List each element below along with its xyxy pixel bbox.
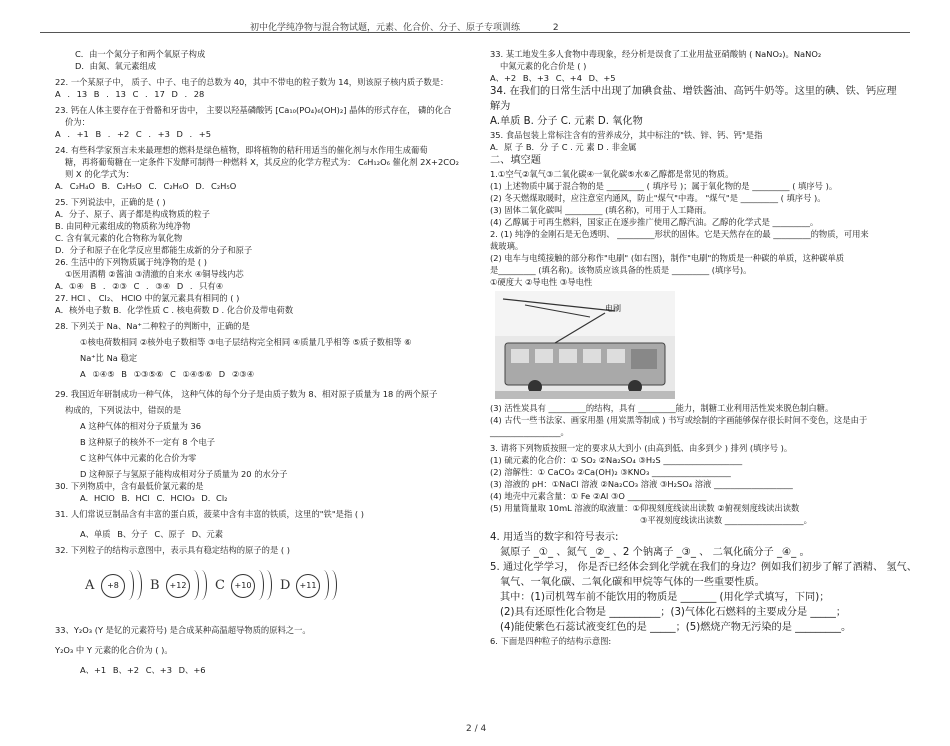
q31-options: A、单质 B、分子 C、原子 D、元素 xyxy=(80,529,224,539)
q27-text: 27. HCl 、 Cl₂、 HClO 中的氯元素具有相同的 ( ) xyxy=(55,293,240,303)
q25-option-b: B. 由同种元素组成的物质称为纯净物 xyxy=(55,221,191,231)
q22-options: A . 13 B . 13 C . 17 D . 28 xyxy=(55,89,205,99)
f3-part4: (4) 地壳中元素含量：① Fe ②Al ③O ___________________ xyxy=(490,491,707,501)
q22-text: 22. 一个某原子中， 质子、中子、电子的总数为 40，其中不带电的粒子数为 14，则该原子核内质子数是： xyxy=(55,77,449,87)
q24-text: 24. 有些科学家预言未来最理想的燃料是绿色植物，即将植物的秸秆用适当的催化剂与水作用生成葡萄 xyxy=(55,145,428,155)
q28-items-cont: Na⁺比 Na 稳定 xyxy=(80,353,138,363)
q30-options: A．HClO B．HCl C．HClO₃ D．Cl₂ xyxy=(80,493,228,503)
header-page-ref: 2 xyxy=(552,23,559,33)
q34-text: 34. 在我们的日常生活中出现了加碘食盐、增铁酱油、高钙牛奶等。这里的碘、铁、钙应理 xyxy=(490,86,897,97)
q24-text-cont2: 则 X 的化学式为： xyxy=(65,169,135,179)
q29-option-a: A 这种气体的相对分子质量为 36 xyxy=(80,421,202,431)
f1-part1: (1) 上述物质中属于混合物的是 _________ ( 填序号 )；属于氧化物的是 _________ ( 填序号 )。 xyxy=(490,181,838,191)
f2-part2-cont: 是_________ (填名称)。该物质应该具备的性质是 _________ (填序号)。 xyxy=(490,265,752,275)
q25-text: 25. 下列说法中，正确的是 ( ) xyxy=(55,197,166,207)
section-fill-blank-title: 二、填空题 xyxy=(490,155,541,166)
r33-text: 33. 某工地发生多人食物中毒现象，经分析是误食了工业用盐亚硝酸钠 ( NaNO₂)。NaNO₂ xyxy=(490,49,822,59)
q23-text: 23. 钙在人体主要存在于骨骼和牙齿中， 主要以羟基磷酸钙 [Ca₁₀(PO₄)₆(OH)₂] 晶体的形式存在， 磷的化合 xyxy=(55,105,452,115)
f2-part1: 2. (1) 纯净的金刚石是无色透明、 _________形状的固体。它是天然存在的最 _________的物质，可用来 xyxy=(490,229,869,239)
q29-option-b: B 这种原子的核外不一定有 8 个电子 xyxy=(80,437,216,447)
f1-part3: (3) 固体二氧化碳叫 _________ (填名称)，可用于人工降雨。 xyxy=(490,205,712,215)
q34-text-cont: 解为 xyxy=(490,101,511,112)
q31-text: 31. 人们常说豆制品含有丰富的蛋白质，菠菜中含有丰富的铁质，这里的"铁"是指 ( ) xyxy=(55,509,365,519)
atom-structure-diagrams xyxy=(85,558,345,618)
q23-options: A . +1 B . +2 C . +3 D . +5 xyxy=(55,129,212,139)
q23-text-cont: 价为： xyxy=(65,117,90,127)
f5-text: 5. 通过化学学习， 你是否已经体会到化学就在我们的身边？例如我们初步了解了酒精、 氢气、 xyxy=(490,562,917,573)
f1-part4: (4) 乙醇属于可再生燃料，国家正在逐步推广使用乙醇汽油。乙醇的化学式是 _________。 xyxy=(490,217,819,227)
q24-options: A. C₂H₄O B. C₂H₅O C. C₂H₆O D. C₂H₅O xyxy=(55,181,237,191)
f4-text: 4. 用适当的数字和符号表示: xyxy=(490,532,619,543)
q29-text: 29. 我国近年研制成功一种气体， 这种气体的每个分子是由质子数为 8、相对原子质量为 18 的两个原子 xyxy=(55,389,438,399)
right-column xyxy=(490,48,917,647)
q33-options: A、+1 B、+2 C、+3 D、+6 xyxy=(80,665,206,675)
q34-options: A.单质 B. 分子 C. 元素 D. 氧化物 xyxy=(490,116,643,127)
q30-text: 30. 下列物质中，含有最低价氯元素的是 xyxy=(55,481,204,491)
r33-options: A、+2 B、+3 C、+4 D、+5 xyxy=(490,73,616,83)
q26-items: ①医用酒精 ②酱油 ③清澈的自来水 ④铜导线内芯 xyxy=(65,269,244,279)
q35-options: A．原 子 B．分 子 C . 元 素 D . 非金属 xyxy=(490,142,637,152)
atom-diagram-d: D +11 xyxy=(280,566,340,606)
q33-text: 33、Y₂O₃ (Y 是钇的元素符号) 是合成某种高温超导物质的原料之一。 xyxy=(55,625,311,635)
q28-text: 28. 下列关于 Na、Na⁺二种粒子的判断中，正确的是 xyxy=(55,321,250,331)
q29-option-d: D 这种原子与氢原子能构成相对分子质量为 20 的水分子 xyxy=(80,469,288,479)
q33-text-cont: Y₂O₃ 中 Y 元素的化合价为 ( )。 xyxy=(55,645,173,655)
q24-text-cont: 糖，再将葡萄糖在一定条件下发酵可制得一种燃料 X，其反应的化学方程式为： C₆H₁₂O₆ 催化剂 2X+2CO₂ xyxy=(65,157,459,167)
electric-brush-photo xyxy=(495,291,675,399)
q21-option-c: C．由一个氮分子和两个氧原子构成 xyxy=(75,49,206,59)
q29-option-c: C 这种气体中元素的化合价为零 xyxy=(80,453,197,463)
q29-text-cont: 构成的，下列说法中，错误的是 xyxy=(65,405,182,415)
q25-option-d: D．分子和原子在化学反应里都能生成新的分子和原子 xyxy=(55,245,253,255)
r33-text-cont: 中氮元素的化合价是 ( ) xyxy=(500,61,587,71)
f4-blanks: 氮原子 _①_ 、氮气 _②_ 、2 个钠离子 _③_ 、 二氧化硫分子 _④_ 。 xyxy=(500,547,810,558)
q25-option-a: A．分子、原子、离子都是构成物质的粒子 xyxy=(55,209,211,219)
f3-part2: (2) 溶解性：① CaCO₃ ②Ca(OH)₂ ③KNO₃ ___________________ xyxy=(490,467,731,477)
q27-options: A．核外电子数 B．化学性质 C . 核电荷数 D . 化合价及带电荷数 xyxy=(55,305,294,315)
f5-part3: (4)能使紫色石蕊试液变红色的是 _____；(5)燃烧产物无污染的是 _________。 xyxy=(500,622,852,633)
q26-text: 26. 生活中的下列物质属于纯净物的是 ( ) xyxy=(55,257,208,267)
f5-part2: (2)具有还原性化合物是 __________；(3)气体化石燃料的主要成分是 _____； xyxy=(500,607,847,618)
q26-options: A．①④ B . ②③ C . ③④ D . 只有④ xyxy=(55,281,224,291)
electric-brush-label: 电刷 xyxy=(605,304,621,313)
q28-items: ①核电荷数相同 ②核外电子数相等 ③电子层结构完全相同 ④质量几乎相等 ⑤质子数相等 ⑥ xyxy=(80,337,412,347)
atom-diagram-b: B +12 xyxy=(150,566,210,606)
f3-intro: 3. 请将下列物质按照一定的要求从大到小 (由高到低、由多到少 ) 排列 (填序号 )。 xyxy=(490,443,793,453)
f2-part1-cont: 裁玻璃。 xyxy=(490,241,524,251)
f1-intro: 1.①空气②氧气③二氧化碳④一氧化碳⑤水⑥乙醇都是常见的物质。 xyxy=(490,169,734,179)
q35-text: 35. 食品包装上常标注含有的营养成分，其中标注的"铁、锌、钙、钙"是指 xyxy=(490,130,763,140)
f3-part1: (1) 硫元素的化合价：① SO₂ ②Na₂SO₄ ③H₂S ___________________ xyxy=(490,455,743,465)
page-number: 2 / 4 xyxy=(466,724,487,734)
atom-diagram-a: A +8 xyxy=(85,566,145,606)
q21-option-d: D．由氮、氧元素组成 xyxy=(75,61,157,71)
f3-part5-cont: ③平视刻度线读出读数 ___________________。 xyxy=(640,515,812,525)
q28-options: A ①④⑤ B ①③⑤⑥ C ①④⑤⑥ D ②③④ xyxy=(80,369,255,379)
f6-text: 6. 下面是四种粒子的结构示意图: xyxy=(490,636,612,646)
f5-part1: 其中：(1)司机驾车前不能饮用的物质是 _______ (用化学式填写，下同)； xyxy=(500,592,830,603)
f5-text-cont: 氧气、一氧化碳、二氧化碳和甲烷等气体的一些重要性质。 xyxy=(500,577,765,588)
atom-diagram-c: C +10 xyxy=(215,566,275,606)
f2-part2-options: ①硬度大 ②导电性 ③导电性 xyxy=(490,277,593,287)
f2-part4: (4) 古代一些书法家、画家用墨 (用炭黑等制成 ) 书写或绘制的字画能够保存很长时间不变色，这是由于 xyxy=(490,415,868,425)
left-column xyxy=(55,48,460,676)
header-divider xyxy=(40,32,910,33)
q32-text: 32. 下列粒子的结构示意图中，表示具有稳定结构的原子的是 ( ) xyxy=(55,545,291,555)
f2-part4-cont: _________________。 xyxy=(490,427,569,437)
f2-part2: (2) 电车与电缆接触的部分称作"电刷" (如右图)，制作"电刷"的物质是一种碳的单质，这种碳单质 xyxy=(490,253,845,263)
f3-part5: (5) 用量筒量取 10mL 溶液的取液量：①仰视刻度线读出读数 ②俯视刻度线读出读数 xyxy=(490,503,800,513)
q25-option-c: C. 含有氧元素的化合物称为氧化物 xyxy=(55,233,183,243)
f3-part3: (3) 溶液的 pH：①NaCl 溶液 ②Na₂CO₃ 溶液 ③H₂SO₄ 溶液 ___________________ xyxy=(490,479,793,489)
f2-part3: (3) 活性炭具有 _________的结构，具有 _________能力，制糖工业利用活性炭来脱色制白糖。 xyxy=(490,403,834,413)
trolleybus-illustration xyxy=(495,291,675,399)
f1-part2: (2) 冬天燃煤取暖时，应注意室内通风，防止"煤气"中毒。 "煤气"是 _________ ( 填序号 )。 xyxy=(490,193,826,203)
header-title: 初中化学纯净物与混合物试题，元素、化合价、分子、原子专项训练 xyxy=(250,23,521,33)
